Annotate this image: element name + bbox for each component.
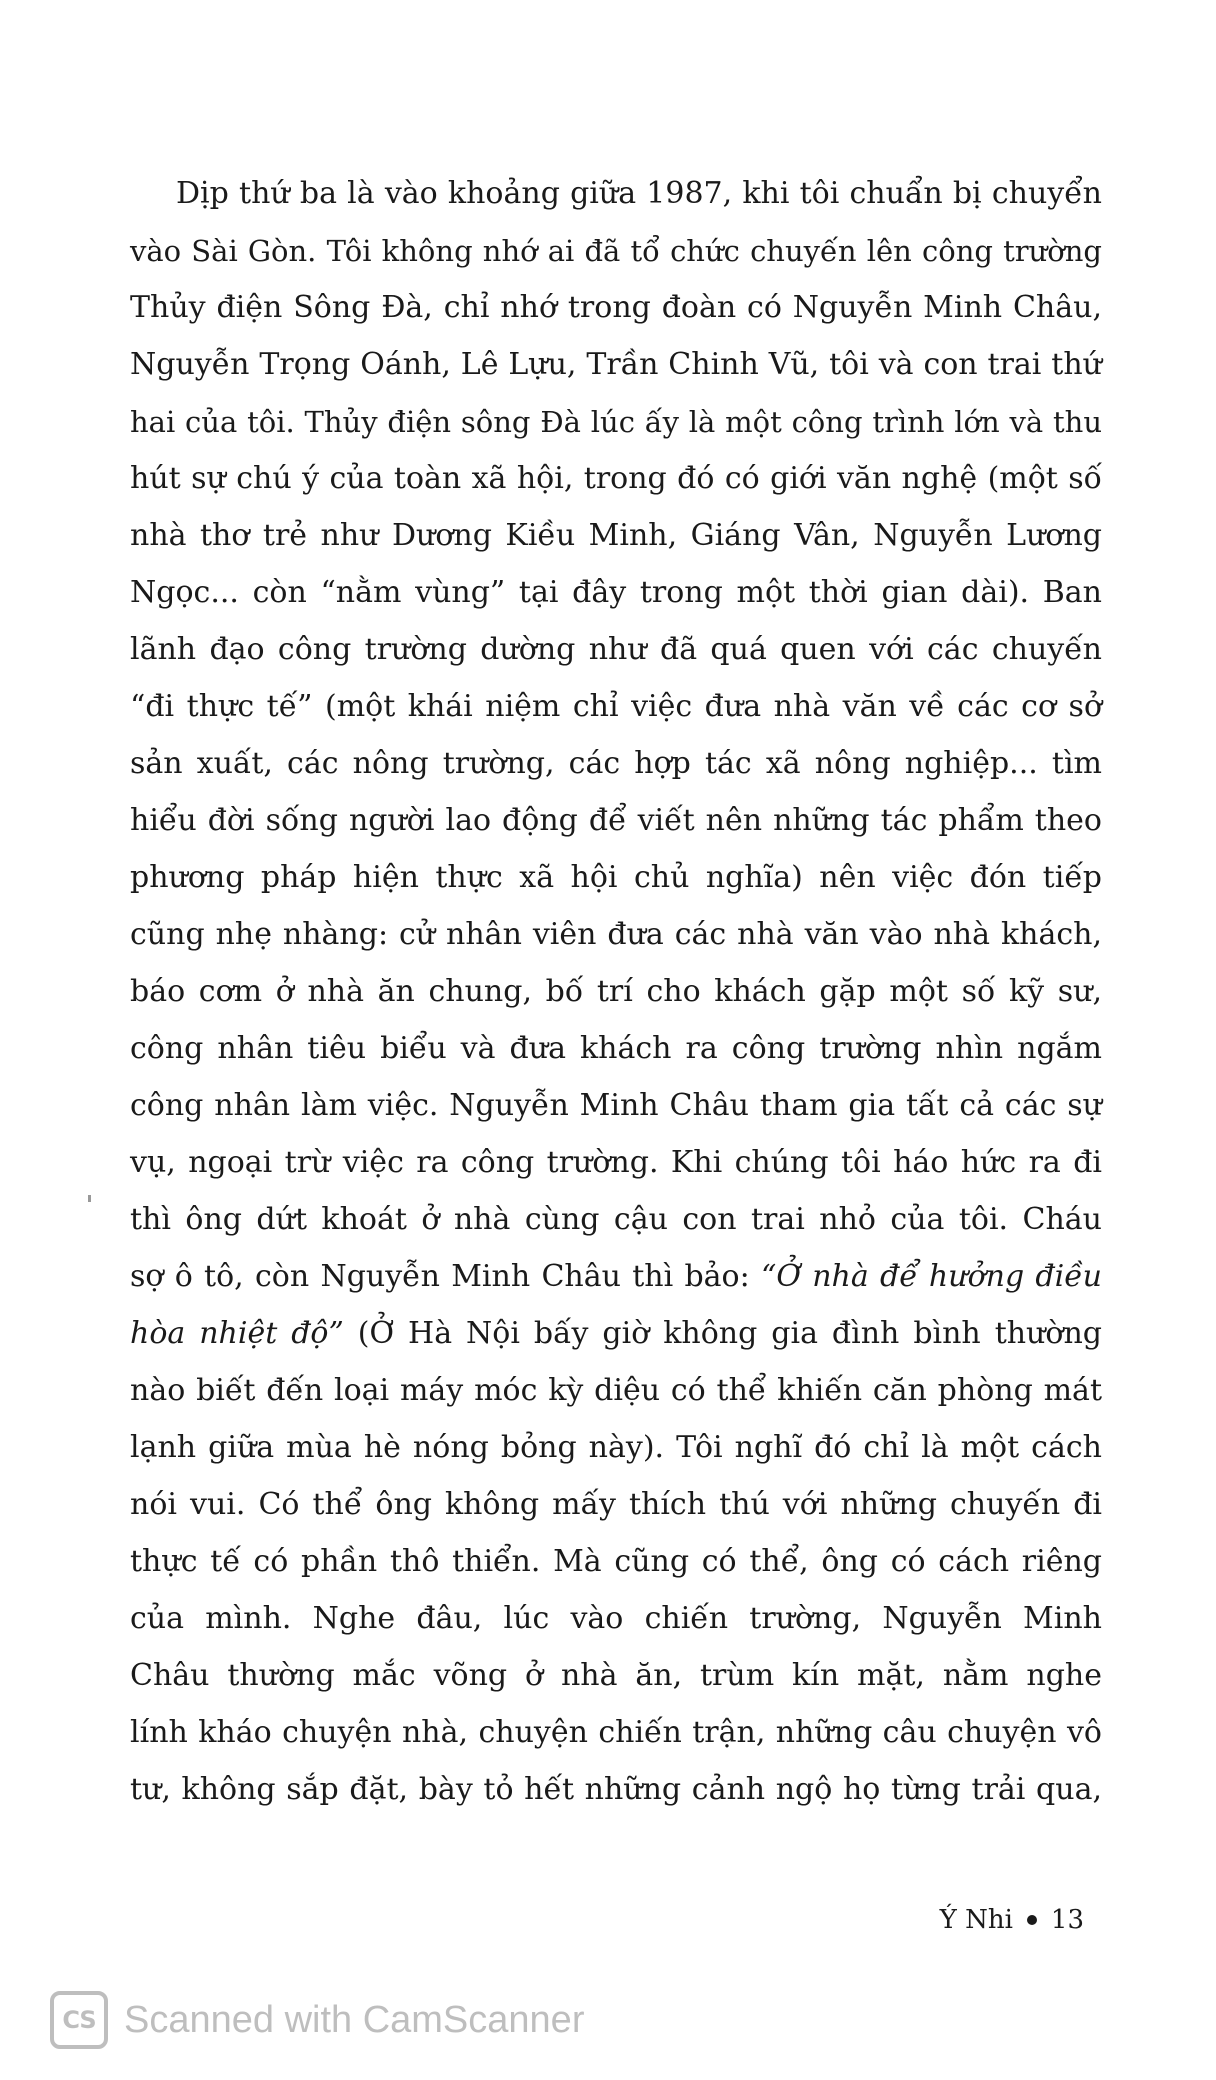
text-line: Nguyễn Trọng Oánh, Lê Lựu, Trần Chinh Vũ, tôi và con trai thứ bbox=[130, 347, 1102, 382]
text-line: hai của tôi. Thủy điện sông Đà lúc ấy là một công trình lớn và thu bbox=[130, 405, 1102, 439]
text-line: hiểu đời sống người lao động để viết nên những tác phẩm theo bbox=[130, 803, 1102, 838]
camscanner-watermark bbox=[50, 1988, 584, 2052]
text-line: lạnh giữa mùa hè nóng bỏng này). Tôi nghĩ đó chỉ là một cách bbox=[130, 1430, 1102, 1465]
page-number: 13 bbox=[1050, 1905, 1084, 1935]
quote-italic: “Ở nhà để hưởng điều bbox=[760, 1259, 1102, 1294]
scan-speck bbox=[88, 1195, 91, 1202]
text-line bbox=[130, 1305, 1102, 1363]
watermark-text: Scanned with CamScanner bbox=[124, 1998, 585, 2041]
bullet-icon bbox=[1027, 1915, 1037, 1925]
text-line: công nhân làm việc. Nguyễn Minh Châu tham gia tất cả các sự bbox=[130, 1088, 1102, 1123]
text-line: báo cơm ở nhà ăn chung, bố trí cho khách gặp một số kỹ sư, bbox=[130, 974, 1102, 1009]
text-line: thì ông dứt khoát ở nhà cùng cậu con trai nhỏ của tôi. Cháu bbox=[130, 1202, 1102, 1237]
text-line: phương pháp hiện thực xã hội chủ nghĩa) nên việc đón tiếp bbox=[130, 860, 1102, 895]
text-line: nào biết đến loại máy móc kỳ diệu có thể khiến căn phòng mát bbox=[130, 1373, 1102, 1408]
text-run: (Ở Hà Nội bấy giờ không gia đình bình thường bbox=[343, 1316, 1102, 1351]
page-footer bbox=[940, 1900, 1084, 1940]
text-line: nói vui. Có thể ông không mấy thích thú với những chuyến đi bbox=[130, 1487, 1102, 1522]
camscanner-logo-icon: CS bbox=[50, 1991, 108, 2049]
text-line: sản xuất, các nông trường, các hợp tác xã nông nghiệp... tìm bbox=[130, 746, 1102, 781]
text-line: Ngọc... còn “nằm vùng” tại đây trong một thời gian dài). Ban bbox=[130, 575, 1102, 610]
text-line: thực tế có phần thô thiển. Mà cũng có thể, ông có cách riêng bbox=[130, 1544, 1102, 1579]
text-line: “đi thực tế” (một khái niệm chỉ việc đưa nhà văn về các cơ sở bbox=[130, 689, 1102, 724]
text-line: Thủy điện Sông Đà, chỉ nhớ trong đoàn có Nguyễn Minh Châu, bbox=[130, 290, 1102, 325]
text-line: cũng nhẹ nhàng: cử nhân viên đưa các nhà văn vào nhà khách, bbox=[130, 917, 1102, 952]
text-line: công nhân tiêu biểu và đưa khách ra công trường nhìn ngắm bbox=[130, 1031, 1102, 1066]
text-line: tư, không sắp đặt, bày tỏ hết những cảnh ngộ họ từng trải qua, bbox=[130, 1772, 1102, 1807]
quote-italic: hòa nhiệt độ” bbox=[130, 1316, 344, 1351]
running-author: Ý Nhi bbox=[939, 1905, 1013, 1935]
text-line: Châu thường mắc võng ở nhà ăn, trùm kín mặt, nằm nghe bbox=[130, 1658, 1102, 1693]
text-line: Dịp thứ ba là vào khoảng giữa 1987, khi tôi chuẩn bị chuyển bbox=[176, 176, 1102, 211]
text-line: nhà thơ trẻ như Dương Kiều Minh, Giáng Vân, Nguyễn Lương bbox=[130, 518, 1102, 553]
text-run: sợ ô tô, còn Nguyễn Minh Châu thì bảo: bbox=[130, 1259, 761, 1294]
text-line bbox=[130, 1248, 1102, 1306]
text-line: hút sự chú ý của toàn xã hội, trong đó có giới văn nghệ (một số bbox=[130, 461, 1102, 496]
text-line: của mình. Nghe đâu, lúc vào chiến trường, Nguyễn Minh bbox=[130, 1601, 1102, 1636]
text-line: vào Sài Gòn. Tôi không nhớ ai đã tổ chức chuyến lên công trường bbox=[130, 234, 1102, 268]
text-line: vụ, ngoại trừ việc ra công trường. Khi chúng tôi háo hức ra đi bbox=[130, 1145, 1102, 1180]
text-line: lãnh đạo công trường dường như đã quá quen với các chuyến bbox=[130, 632, 1102, 667]
text-line: lính kháo chuyện nhà, chuyện chiến trận, những câu chuyện vô bbox=[130, 1715, 1102, 1750]
